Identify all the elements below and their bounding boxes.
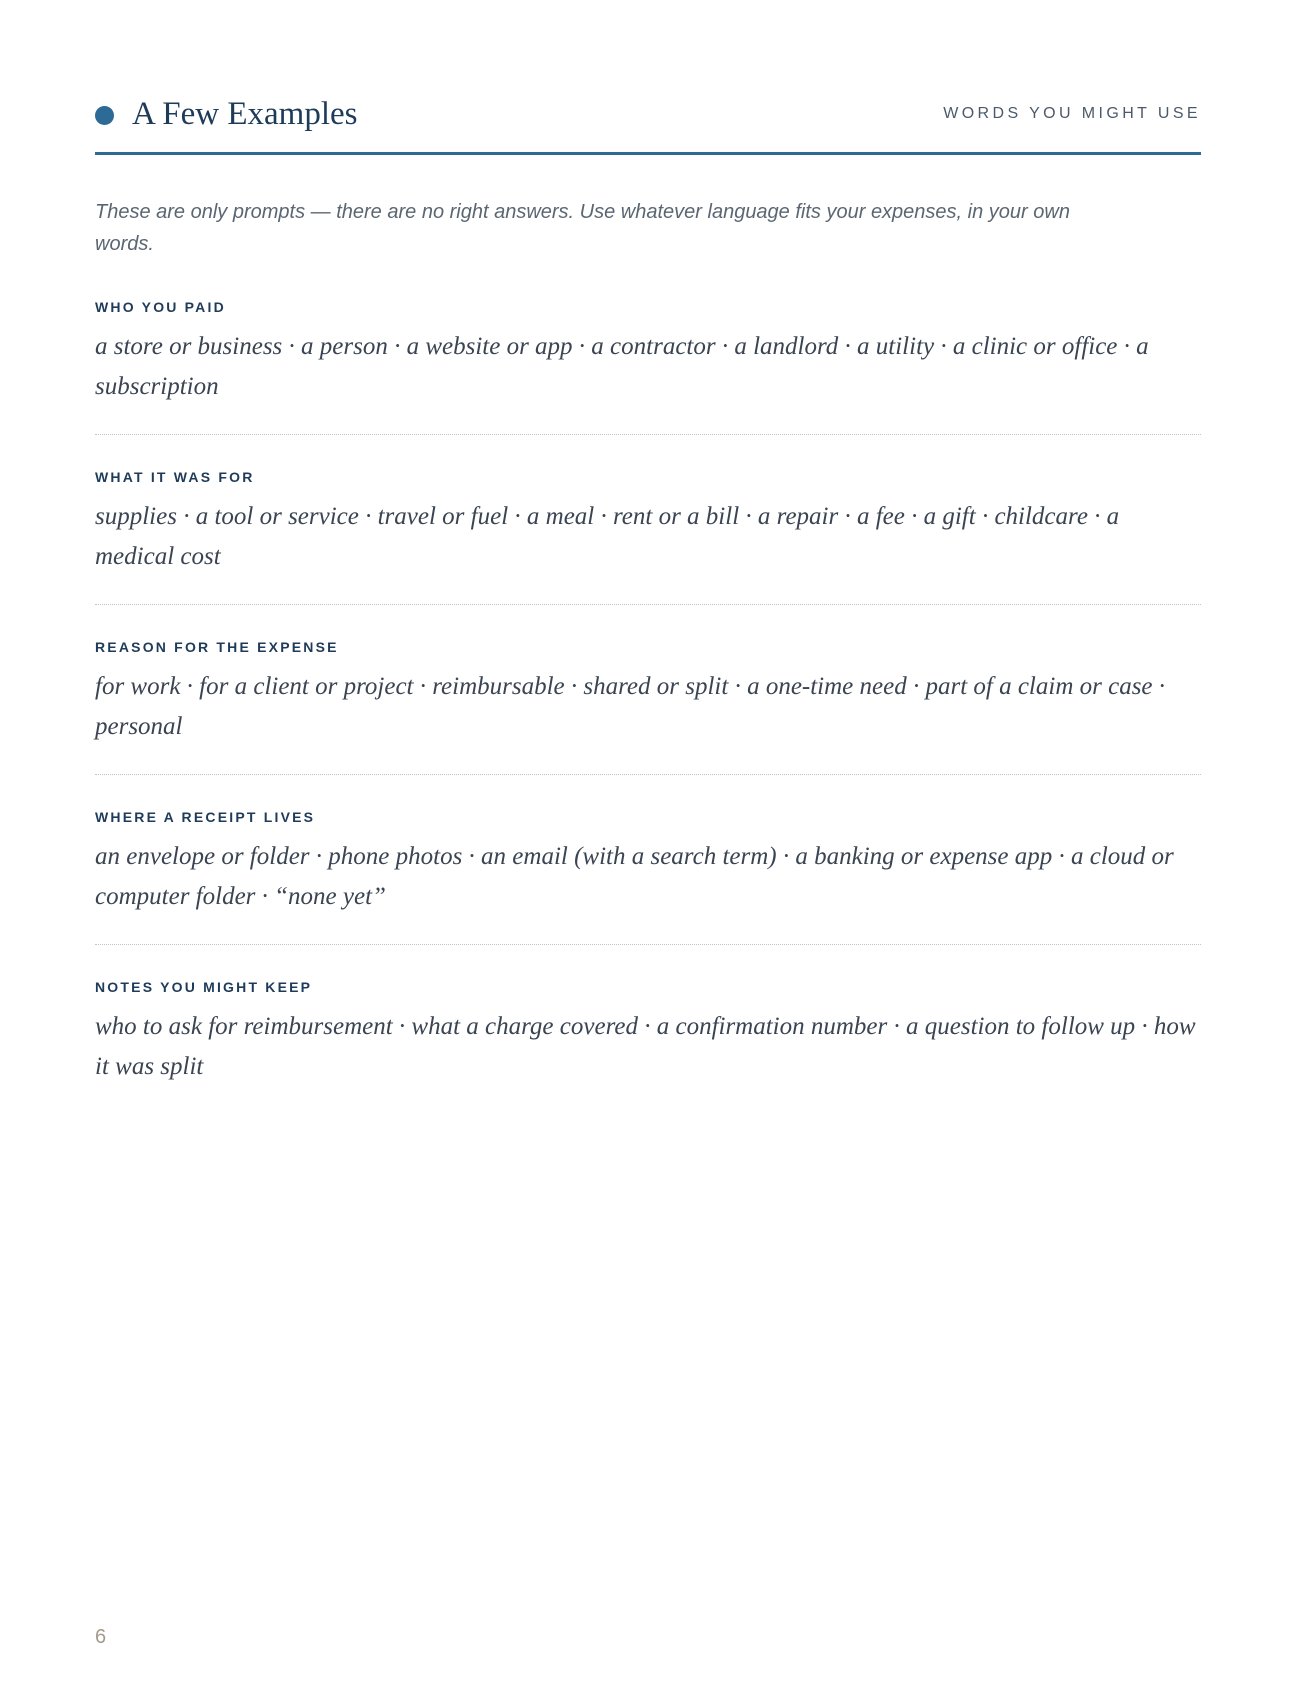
section-examples: supplies · a tool or service · travel or fuel · a meal · rent or a bill · a repair · a fee · a gift · childcare · a medical cost: [95, 503, 1120, 570]
section-reason-for-expense: [95, 637, 1201, 775]
section-examples: who to ask for reimbursement · what a charge covered · a confirmation number · a question to follow up · how it was split: [95, 1013, 1196, 1080]
section-notes-you-might-keep: [95, 977, 1201, 1114]
page-header: [95, 92, 1201, 155]
section-who-you-paid: [95, 297, 1201, 435]
examples-list: [95, 297, 1201, 1146]
section-label: REASON FOR THE EXPENSE: [95, 639, 339, 655]
section-label: WHERE A RECEIPT LIVES: [95, 809, 316, 825]
section-examples: an envelope or folder · phone photos · an email (with a search term) · a banking or expense app · a cloud or computer folder · “none yet”: [95, 843, 1174, 910]
intro-text: These are only prompts — there are no right answers. Use whatever language fits your expenses, in your own words.: [95, 201, 1070, 255]
section-label: NOTES YOU MIGHT KEEP: [95, 979, 313, 995]
section-where-receipt-lives: [95, 807, 1201, 945]
section-examples: a store or business · a person · a website or app · a contractor · a landlord · a utility · a clinic or office · a subscription: [95, 333, 1149, 400]
section-label: WHAT IT WAS FOR: [95, 469, 255, 485]
bullet-dot-icon: [95, 106, 114, 125]
section-what-it-was-for: [95, 467, 1201, 605]
page-title: A Few Examples: [132, 96, 358, 132]
page-number: 6: [95, 1626, 107, 1648]
header-kicker: WORDS YOU MIGHT USE: [943, 105, 1201, 122]
section-examples: for work · for a client or project · reimbursable · shared or split · a one-time need · part of a claim or case · personal: [95, 673, 1166, 740]
section-label: WHO YOU PAID: [95, 299, 226, 315]
